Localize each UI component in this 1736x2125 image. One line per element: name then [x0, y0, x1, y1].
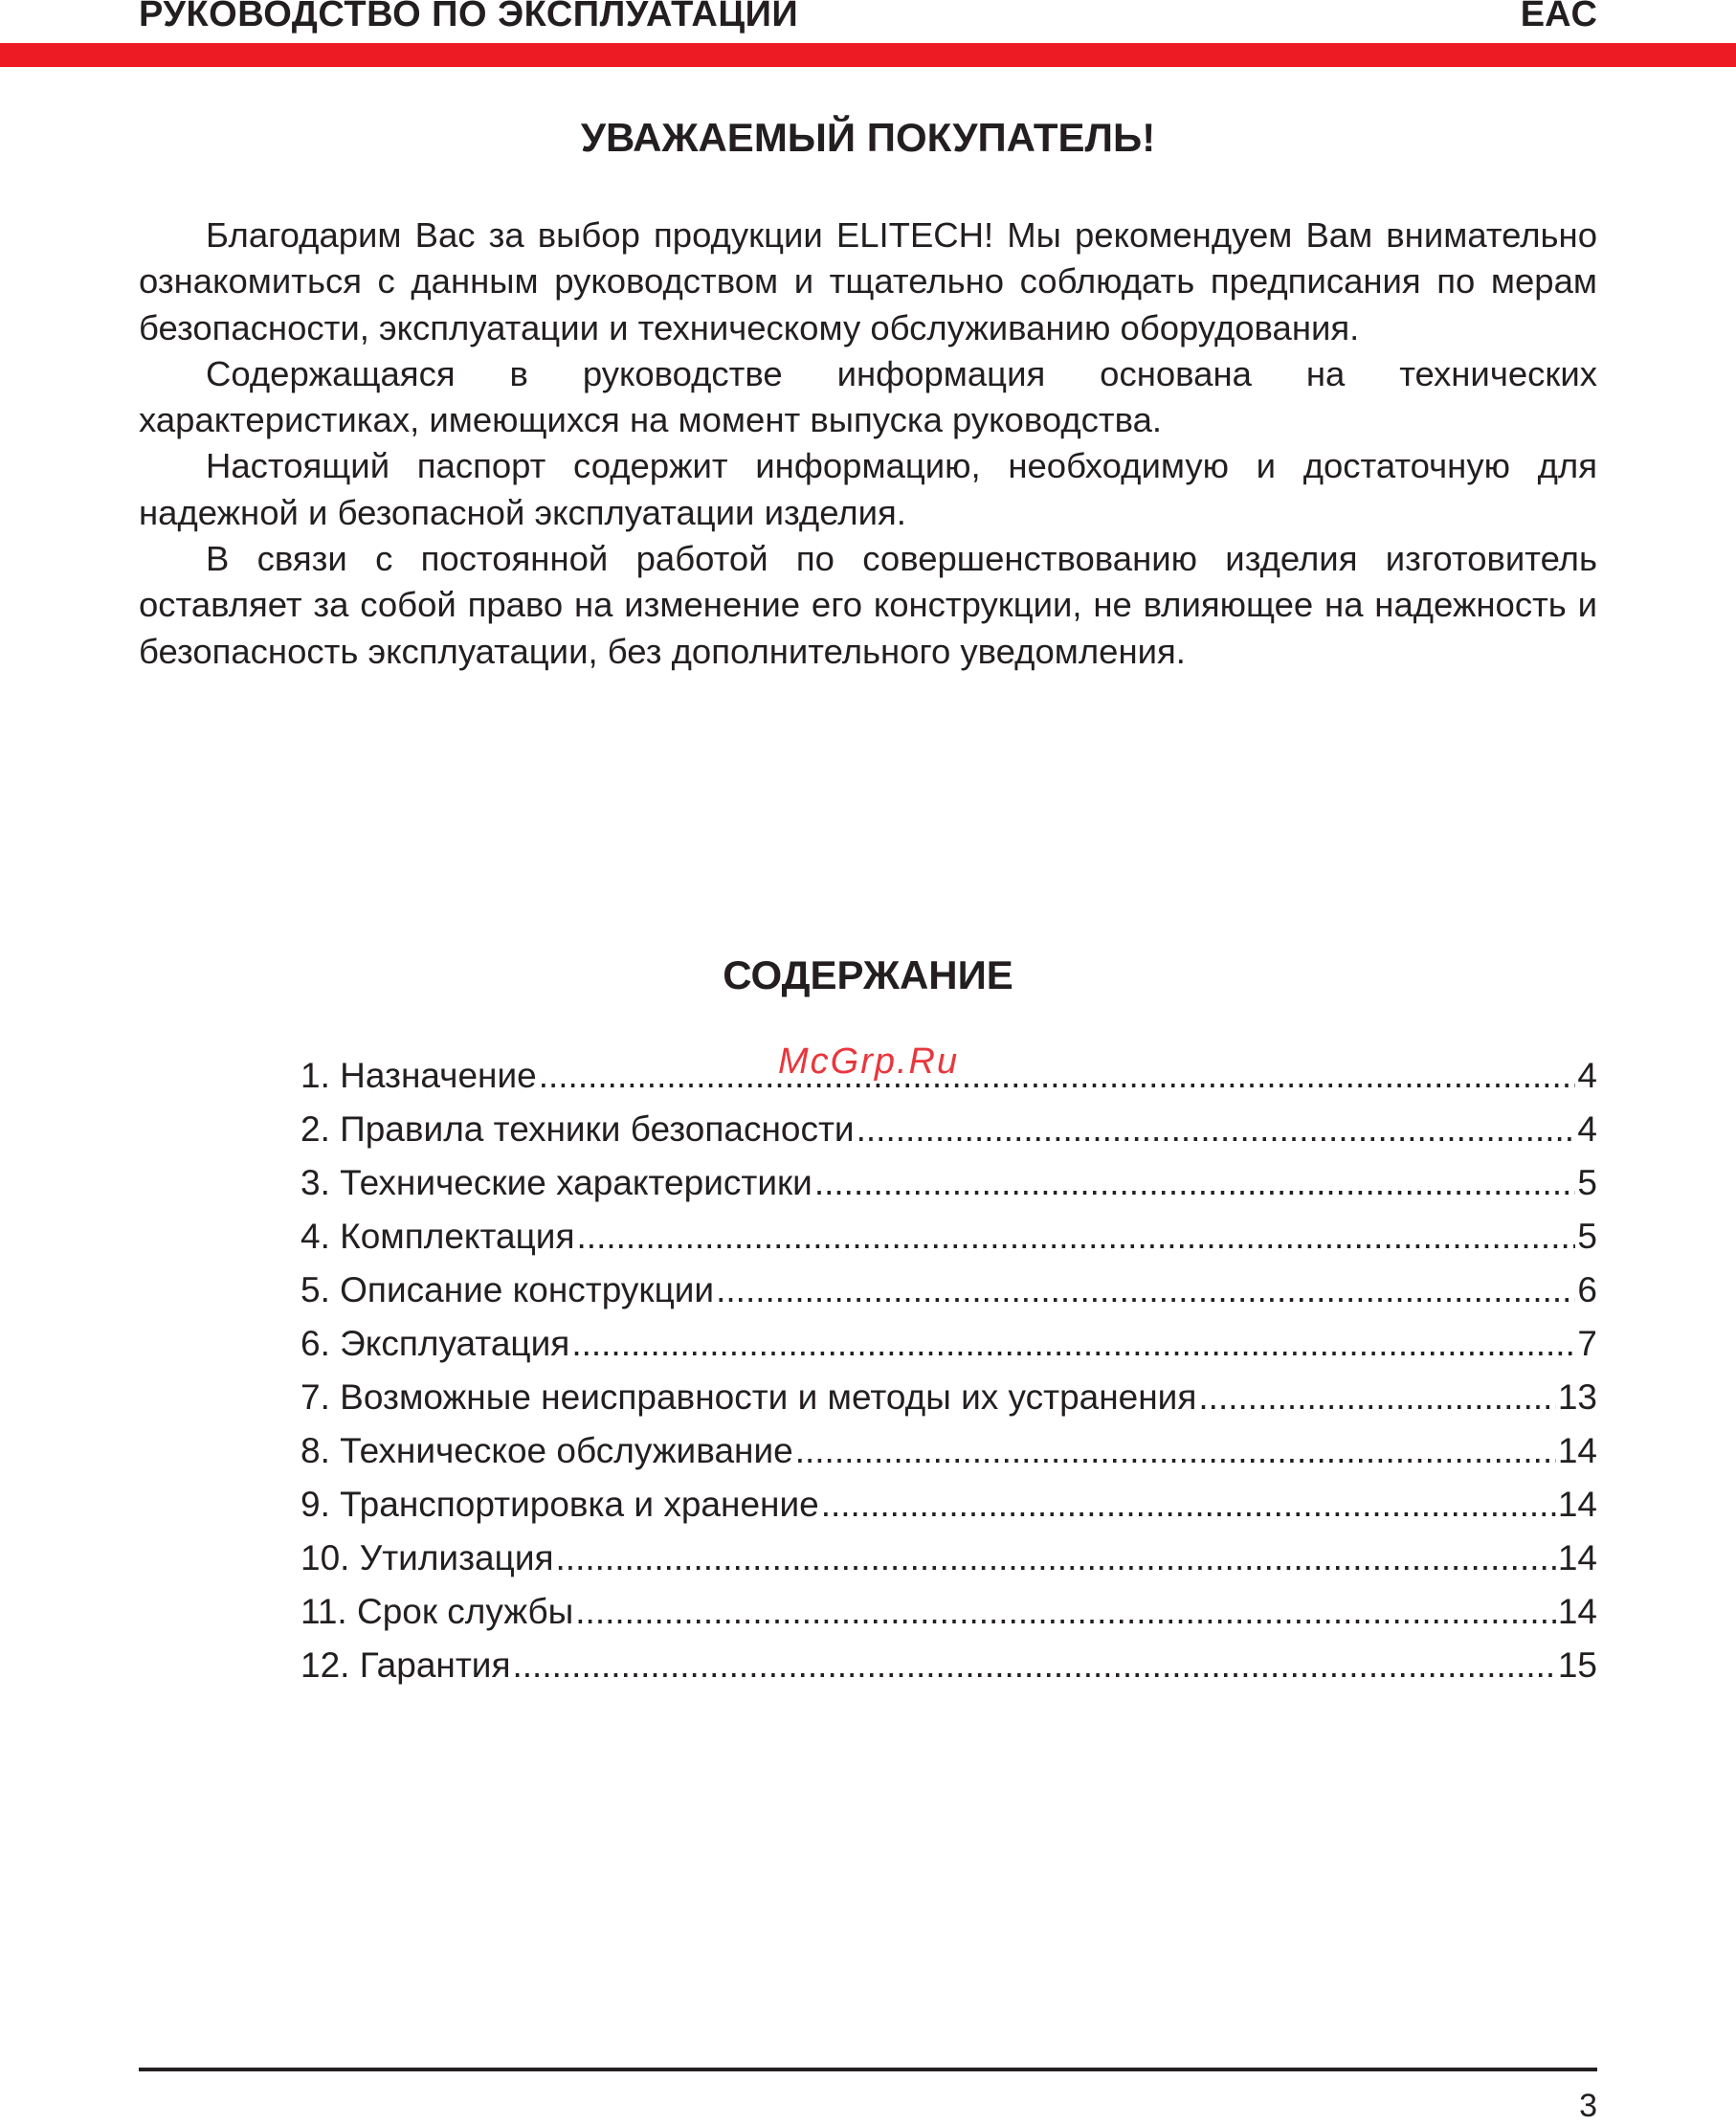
toc-item-label: 6. Эксплуатация	[300, 1324, 570, 1363]
toc-item-page: 4	[1577, 1109, 1597, 1149]
toc-item-page: 14	[1557, 1538, 1597, 1577]
toc-item-page: 14	[1557, 1431, 1597, 1470]
toc-leader-dots	[857, 1103, 1576, 1156]
toc-item[interactable]	[300, 1264, 1597, 1317]
toc-item[interactable]	[300, 1639, 1597, 1692]
watermark-text: McGrp.Ru	[778, 1041, 960, 1082]
eac-mark: EAC	[1520, 0, 1597, 34]
footer-divider	[139, 2068, 1597, 2071]
toc-item-label: 9. Транспортировка и хранение	[300, 1485, 819, 1524]
page-number: 3	[1579, 2088, 1597, 2124]
toc-item-label: 12. Гарантия	[300, 1645, 511, 1685]
toc-item-page: 15	[1557, 1645, 1597, 1685]
toc-item-page: 5	[1577, 1163, 1597, 1202]
toc-leader-dots	[571, 1317, 1575, 1371]
toc-item[interactable]	[300, 1371, 1597, 1424]
toc-leader-dots	[556, 1532, 1556, 1585]
header-title: РУКОВОДСТВО ПО ЭКСПЛУАТАЦИИ	[139, 0, 799, 34]
toc-item[interactable]	[300, 1478, 1597, 1532]
toc-item-page: 13	[1557, 1377, 1597, 1417]
intro-paragraph: Содержащаяся в руководстве информация основана на технических характеристиках, имеющихся на момент выпуска руководства.	[139, 353, 1597, 440]
toc-item-label: 2. Правила техники безопасности	[300, 1109, 855, 1149]
toc-item-label: 7. Возможные неисправности и методы их устранения	[300, 1377, 1197, 1417]
toc-item-label: 10. Утилизация	[300, 1538, 554, 1577]
toc-leader-dots	[575, 1585, 1556, 1639]
toc-item[interactable]	[300, 1585, 1597, 1639]
toc-item-label: 4. Комплектация	[300, 1217, 575, 1256]
toc-item-page: 5	[1577, 1217, 1597, 1256]
toc-item[interactable]	[300, 1156, 1597, 1210]
intro-text	[139, 212, 1597, 675]
toc-leader-dots	[539, 1049, 1576, 1103]
toc-item-page: 14	[1557, 1592, 1597, 1631]
toc-item-page: 6	[1577, 1270, 1597, 1309]
intro-paragraph: В связи с постоянной работой по совершенствованию изделия изготовитель оставляет за собой право на изменение его конструкции, не влияющее на надежность и безопасность эксплуатации, без дополнительного уведомления.	[139, 539, 1597, 671]
table-of-contents	[300, 1049, 1597, 1692]
toc-leader-dots	[795, 1424, 1556, 1478]
toc-item[interactable]	[300, 1103, 1597, 1156]
intro-paragraph: Настоящий паспорт содержит информацию, необходимую и достаточную для надежной и безопасной эксплуатации изделия.	[139, 446, 1597, 532]
toc-title: СОДЕРЖАНИЕ	[723, 952, 1013, 997]
intro-paragraph: Благодарим Вас за выбор продукции ELITECH! Мы рекомендуем Вам внимательно ознакомиться с данным руководством и тщательно соблюдать предписания по мерам безопасности, эксплуатации и техническому обслуживанию оборудования.	[139, 215, 1597, 347]
toc-item-page: 14	[1557, 1485, 1597, 1524]
toc-leader-dots	[821, 1478, 1556, 1532]
greeting-title: УВАЖАЕМЫЙ ПОКУПАТЕЛЬ!	[580, 115, 1156, 160]
toc-item-label: 8. Техническое обслуживание	[300, 1431, 793, 1470]
toc-item-label: 5. Описание конструкции	[300, 1270, 715, 1309]
toc-item-label: 3. Технические характеристики	[300, 1163, 812, 1202]
toc-leader-dots	[1198, 1371, 1555, 1424]
toc-item[interactable]	[300, 1210, 1597, 1264]
toc-leader-dots	[716, 1264, 1575, 1317]
toc-leader-dots	[814, 1156, 1576, 1210]
toc-item-page: 4	[1577, 1056, 1597, 1095]
toc-item[interactable]	[300, 1317, 1597, 1371]
toc-item-page: 7	[1577, 1324, 1597, 1363]
header-red-bar	[0, 43, 1736, 67]
toc-item-label: 1. Назначение	[300, 1056, 537, 1095]
toc-leader-dots	[577, 1210, 1576, 1264]
toc-item[interactable]	[300, 1424, 1597, 1478]
toc-item[interactable]	[300, 1532, 1597, 1585]
toc-leader-dots	[513, 1639, 1556, 1692]
toc-item-label: 11. Срок службы	[300, 1592, 574, 1631]
